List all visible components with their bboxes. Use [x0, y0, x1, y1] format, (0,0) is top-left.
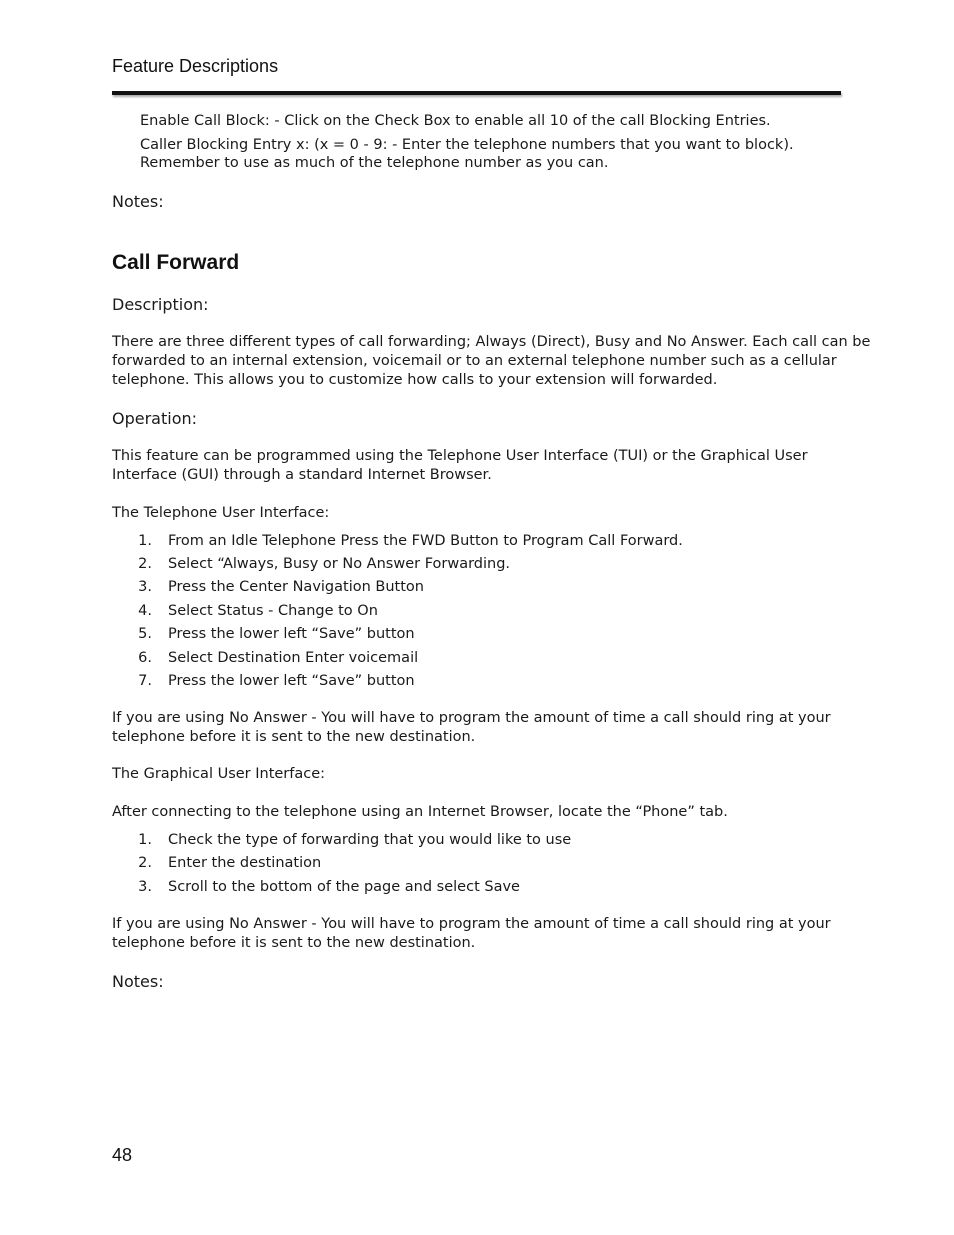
caller-blocking-entry-text-cont: Remember to use as much of the telephone number as you can.: [140, 155, 609, 171]
page-number: 48: [112, 1145, 133, 1165]
list-item: Select Status - Change to On: [168, 603, 378, 619]
list-item-number: 7.: [138, 673, 152, 689]
list-item: Press the Center Navigation Button: [168, 579, 424, 595]
gui-intro: After connecting to the telephone using an Internet Browser, locate the “Phone” tab.: [112, 804, 728, 820]
list-item-number: 6.: [138, 650, 152, 666]
list-item-number: 2.: [138, 556, 152, 572]
list-item-number: 1.: [138, 533, 152, 549]
no-answer-note-line: telephone before it is sent to the new destination.: [112, 729, 476, 745]
list-item: Enter the destination: [168, 855, 322, 871]
list-item: Press the lower left “Save” button: [168, 673, 415, 689]
description-line: There are three different types of call forwarding; Always (Direct), Busy and No Answer. Each call can be: [112, 334, 871, 350]
list-item: Press the lower left “Save” button: [168, 626, 415, 642]
notes-label: Notes:: [112, 192, 164, 211]
list-item-number: 3.: [138, 879, 152, 895]
list-item-number: 1.: [138, 832, 152, 848]
gui-label: The Graphical User Interface:: [112, 766, 326, 782]
list-item-number: 5.: [138, 626, 152, 642]
no-answer-note-line: If you are using No Answer - You will have to program the amount of time a call should ring at your: [112, 916, 831, 932]
header-divider: [112, 91, 841, 95]
no-answer-note-line: telephone before it is sent to the new destination.: [112, 935, 476, 951]
section-heading: Call Forward: [112, 251, 240, 274]
list-item-number: 4.: [138, 603, 152, 619]
operation-line: This feature can be programmed using the Telephone User Interface (TUI) or the Graphical User: [112, 448, 808, 464]
no-answer-note-line: If you are using No Answer - You will have to program the amount of time a call should ring at your: [112, 710, 831, 726]
list-item-number: 3.: [138, 579, 152, 595]
list-item: From an Idle Telephone Press the FWD Button to Program Call Forward.: [168, 533, 683, 549]
caller-blocking-entry-text: Caller Blocking Entry x: (x = 0 - 9: - Enter the telephone numbers that you want to block).: [140, 137, 794, 153]
description-line: telephone. This allows you to customize how calls to your extension will forwarded.: [112, 372, 718, 388]
notes-label: Notes:: [112, 972, 164, 991]
description-line: forwarded to an internal extension, voicemail or to an external telephone number such as a cellular: [112, 353, 837, 369]
tui-label: The Telephone User Interface:: [112, 505, 330, 521]
list-item-number: 2.: [138, 855, 152, 871]
enable-call-block-text: Enable Call Block: - Click on the Check Box to enable all 10 of the call Blocking Entries.: [140, 113, 771, 129]
operation-line: Interface (GUI) through a standard Internet Browser.: [112, 467, 492, 483]
list-item: Check the type of forwarding that you would like to use: [168, 832, 572, 848]
operation-label: Operation:: [112, 409, 198, 428]
list-item: Select “Always, Busy or No Answer Forwarding.: [168, 556, 511, 572]
list-item: Select Destination Enter voicemail: [168, 650, 419, 666]
list-item: Scroll to the bottom of the page and select Save: [168, 879, 520, 895]
description-label: Description:: [112, 295, 209, 314]
page-header-title: Feature Descriptions: [112, 56, 279, 76]
